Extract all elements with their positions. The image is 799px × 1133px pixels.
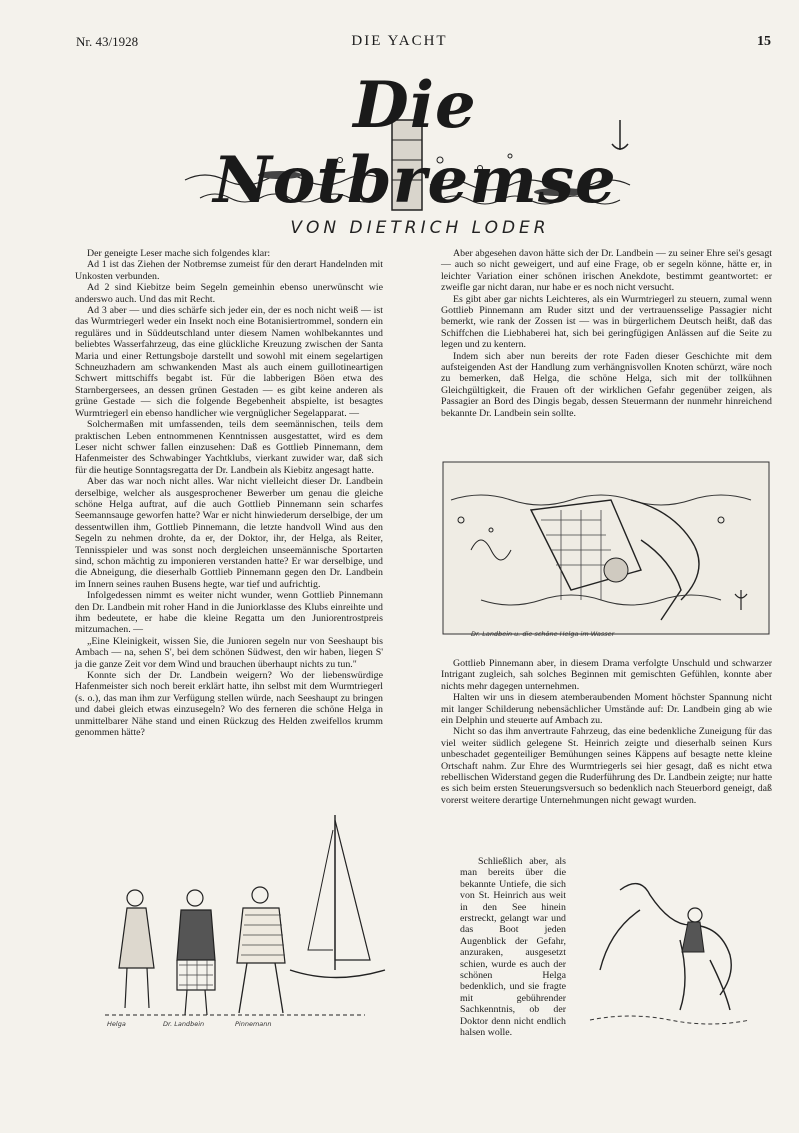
issue-number: Nr. 43/1928: [76, 34, 139, 49]
capsized-boat-sketch: [441, 460, 771, 638]
narrow-column: [460, 856, 566, 1039]
caption-pinnemann: Pinnemann: [235, 1020, 272, 1028]
paragraph: Schließlich aber, als man bereits über die bekannte Untiefe, die sich von St. Heinrich aus weit in den See hinein erstreckt, gelangt war und das Boot jeden Augenblick der Gefahr, anzuraken, ausgesetzt schien, wurde es auch der schönen Helga bedenklich, und sie fragte mit gebührender Sachkenntnis, ob der Doktor denn nicht endlich halsen wolle.: [460, 856, 566, 1039]
paragraph: Halten wir uns in diesem atemberaubenden Moment höchster Spannung nicht mit langer Schilderung nebensächlicher Umstände auf: Dr. Landbein ging ab wie ein Delphin und steuerte auf Ambach zu.: [441, 692, 772, 727]
left-column: [75, 248, 383, 738]
article-byline: VON DIETRICH LODER: [290, 218, 550, 238]
journal-title: DIE YACHT: [351, 33, 448, 49]
paragraph: Aber abgesehen davon hätte sich der Dr. Landbein — zu seiner Ehre sei's gesagt — auch so nicht geweigert, und auf eine Frage, ob er segeln könne, hätte er, in leichter Variation einer schönen irischen Anekdote, bestimmt geantwortet: er zweifle gar nicht daran, nur habe er es noch nicht versucht.: [441, 248, 772, 294]
paragraph: Es gibt aber gar nichts Leichteres, als ein Wurmtriegerl zu steuern, zumal wenn Gottlieb Pinnemann am Ruder sitzt und der vertrauensselige Passagier nicht bemerkt, wie rank der Zossen ist — was in bürgerlichem Deutsch heißt, daß das Schiffchen die Liebhaberei hat, sich bei geringfügigen Anlässen auf die Seite zu legen und zu kentern.: [441, 293, 772, 351]
characters-sketch: [95, 810, 395, 1030]
paragraph: Ad 1 ist das Ziehen der Notbremse zumeist für den derart Handelnden mit Unkosten verbunden.: [75, 259, 383, 282]
horse-illustration: [580, 870, 760, 1030]
right-column-top: [441, 248, 772, 419]
paragraph: Ad 3 aber — und dies schärfe sich jeder ein, der es noch nicht weiß — ist das Wurmtriegerl weder ein Insekt noch eine Botanisiertrommel, sondern ein reguläres und in Süddeutschland unter diesem Namen wohlbekanntes und beliebtes Wasserfahrzeug, das eine glückliche Kreuzung zwischen der Santa Maria und einer Rettungsboje darstellt und sowohl mit einem segelartigen Schneuzhadern am schwankenden Mast als auch einem guillotineartigen Schwert mittschiffs begabt ist. Für die labberigen Böen etwa des Starnbergersees, an dessen grünen Gestaden — es gibt keine anderen als grüne Gestade — sich die folgende Begebenheit abspielte, ist besagtes Wurmtriegerl ein ebenso handlicher wie vergnüglicher Segelapparat. —: [75, 305, 383, 419]
article-title: Die Notbremse: [213, 68, 617, 218]
paragraph: Konnte sich der Dr. Landbein weigern? Wo der liebenswürdige Hafenmeister sich noch bereit erklärt hatte, ihn selbst mit dem Wurmtriegerl (s. o.), das man ihm zur Verfügung stellen würde, nach Seeshaupt zu bringen und dabei gleich etwas einzusegeln? Wo des ferneren die schöne Helga in unmittelbarer Nähe stand und einen Rückzug des Helden zweifellos krumm genommen hätte?: [75, 670, 383, 739]
paragraph: Infolgedessen nimmt es weiter nicht wunder, wenn Gottlieb Pinnemann den Dr. Landbein mit roher Hand in die Juniorklasse des Klubs einreihte und ihm bedeutete, er habe die kleine Regatta um den Juniorentrostpreis mitzumachen. —: [75, 590, 383, 636]
middle-illustration-caption: Dr. Landbein u. die schöne Helga im Wasser: [471, 630, 615, 638]
paragraph: Indem sich aber nun bereits der rote Faden dieser Geschichte mit dem aufsteigenden Ast der Handlung zum verhängnisvollen Knoten schürzt, wäre noch zu bemerken, daß Helga, die schöne Helga, sich mit der tollkühnen Gleichgültigkeit, die Frauen oft der wirklichen Gefahr gegenüber zeigen, als Passagier an Bord des Dingis begab, dessen Steuermann der nunmehr hinreichend bekannte Dr. Landbein sein sollte.: [441, 350, 772, 419]
page-number: 15: [757, 34, 771, 49]
paragraph: Gottlieb Pinnemann aber, in diesem Drama verfolgte Unschuld und schwarzer Intrigant zugleich, sah solches Beginnen mit gemischten Gefühlen, konnte aber nichts mehr dagegen unternehmen.: [441, 658, 772, 692]
right-column-bottom: [441, 658, 772, 806]
rider-horse-sketch: [580, 870, 760, 1030]
paragraph: „Eine Kleinigkeit, wissen Sie, die Junioren segeln nur von Seeshaupt bis Ambach — na, sehen S', bei dem schönen Südwest, den wir haben, liegen S' ja die ganze Zeit vor dem Wind und brauchen überhaupt nichts zu tun.": [75, 635, 383, 670]
paragraph: Der geneigte Leser mache sich folgendes klar:: [87, 248, 271, 259]
water-illustration: [441, 460, 771, 638]
paragraph: Solchermaßen mit umfassenden, teils dem seemännischen, teils dem praktischen Leben entnommenen Kenntnissen ausgestattet, wird es dem Leser nicht schwer fallen einzusehen: Daß es Gottlieb Pinnemann, dem Hafenmeister des Schwabinger Yachtklubs, vierkant zuwider war, daß sich für die heutige Sonntagsregatta der Dr. Landbein als Kiebitz angesagt hatte.: [75, 419, 383, 476]
paragraph: Ad 2 sind Kiebitze beim Segeln gemeinhin ebenso unerwünscht wie anderswo auch. Und das mit Recht.: [75, 282, 383, 305]
paragraph: Nicht so das ihm anvertraute Fahrzeug, das eine bedenkliche Zuneigung für das viel weiter südlich gelegene St. Heinrich zeigte und dieserhalb seinen Kurs unbeschadet gegenteiliger Bemühungen seines Käppens auf besagte nette kleine Ortschaft nahm. Zur Ehre des Wurmtriegerls sei hier gesagt, daß es nicht etwa rebellischen Widerstand gegen die Ruderführung des Dr. Landbein zeigte; nur hatte es sich beim ersten Steuerungsversuch so bedenklich nach Steuerbord geneigt, daß vorerst weitere derartige Unternehmungen nicht gewagt wurden.: [441, 726, 772, 806]
caption-helga: Helga: [107, 1020, 126, 1028]
title-illustration: [180, 60, 650, 220]
caption-landbein: Dr. Landbein: [163, 1020, 205, 1028]
paragraph: Aber das war noch nicht alles. War nicht vielleicht dieser Dr. Landbein derselbige, welcher als ausgesprochener Bewerber um genau die gleiche schöne Helga auftrat, auf die auch Gottlieb Pinnemann sein scharfes Seemannsauge geworfen hatte? War er nicht hinwiederum derselbige, der um dessentwillen ihm, Gottlieb Pinnemann, die letzte handvoll Wind aus den Segeln zu nehmen drohte, da er, der Doktor, ihr, der Helga, als Reiter, Tennisspieler und was sonst noch dergleichen unseemännische Sportarten sind, schon mächtig zu imponieren verstanden hatte? Er war derselbige, und die Abneigung, die dieserhalb Gottlieb Pinnemann gegen den Dr. Landbein im Innern seines rauhen Busens hegte, war tief und aufrichtig.: [75, 476, 383, 590]
characters-illustration: [95, 810, 395, 1030]
